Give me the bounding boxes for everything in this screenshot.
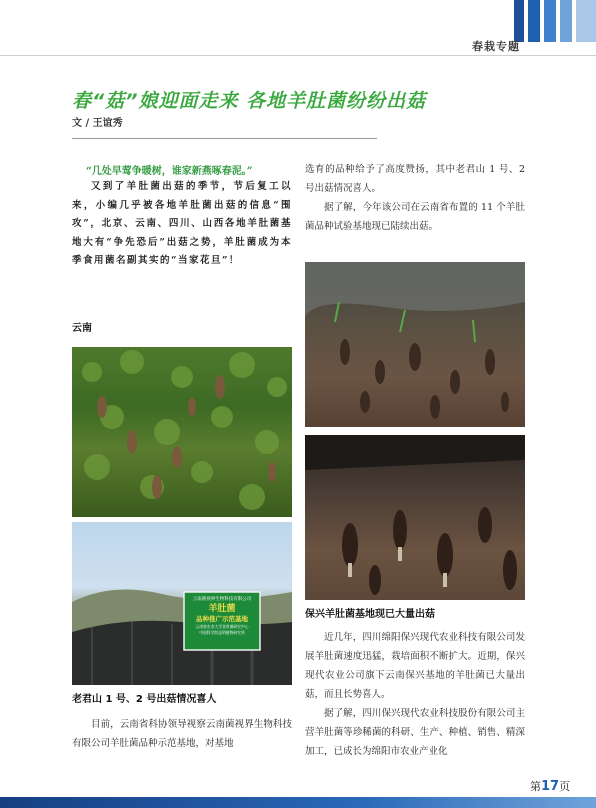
signboard-main: 羊肚菌 (208, 604, 236, 614)
signboard-sub: 品种推广示范基地 (196, 615, 248, 623)
page-suffix: 页 (559, 780, 571, 793)
morel-harvest-photo (305, 435, 525, 600)
baoxing-paragraph-2: 据了解，四川保兴现代农业科技股份有限公司主营羊肚菌等珍稀菌的科研、生产、种植、销售、精深加工，已成长为绵阳市农业产业化 (305, 708, 525, 757)
seedbed-illustration (305, 262, 525, 427)
baoxing-section (305, 605, 525, 761)
section-heading-baoxing: 保兴羊肚菌基地现已大量出菇 (305, 609, 435, 620)
header-stripe (560, 0, 572, 42)
signboard-company: 云南菌视界生物科技有限公司 (192, 597, 252, 602)
greenhouse-illustration (72, 522, 292, 685)
laojunshan-paragraph: 目前，云南省科协领导视察云南菌视界生物科技有限公司羊肚菌品种示范基地，对基地 (72, 719, 292, 749)
article-title: 春“菇”娘迎面走来 各地羊肚菌纷纷出菇 (72, 90, 427, 112)
signboard-line2: 中国科学院昆明植物研究所 (199, 630, 245, 635)
header-stripe (514, 0, 524, 42)
right-column-top (305, 160, 525, 236)
morel-field-illustration (72, 347, 292, 517)
demonstration-base-photo (72, 522, 292, 685)
page-prefix: 第 (530, 780, 541, 793)
title-divider (72, 138, 377, 139)
section-heading-yunnan: 云南 (72, 323, 92, 334)
intro-paragraph: 又到了羊肚菌出菇的季节，节后复工以来，小编几乎被各地羊肚菌出菇的信息“围攻”，北京、云南、四川、山西各地羊肚菌基地大有“争先恐后”出菇之势，羊肚菌成为本季食用菌名副其实的“当家花旦”！ (72, 181, 292, 266)
laojunshan-section (72, 690, 292, 753)
header-stripe (576, 0, 596, 42)
header-divider (0, 55, 596, 56)
harvest-illustration (305, 435, 525, 600)
footer-bar (0, 797, 596, 808)
header-stripe (544, 0, 556, 42)
section-heading-laojunshan: 老君山 1 号、2 号出菇情况喜人 (72, 694, 217, 705)
section-label: 春栽专题 (472, 40, 520, 53)
header-stripe (528, 0, 540, 42)
page-number (530, 778, 570, 794)
signboard-line1: 云南省农业大学食用菌研究中心 (195, 624, 249, 629)
page-number-value: 17 (541, 779, 560, 794)
baoxing-paragraph-1: 近几年，四川绵阳保兴现代农业科技有限公司发展羊肚菌速度迅猛，栽培面积不断扩大。近期，保兴现代农业公司旗下云南保兴基地的羊肚菌已大量出菇，而且长势喜人。 (305, 632, 525, 700)
morel-field-photo (72, 347, 292, 517)
right-paragraph-2: 据了解，今年该公司在云南省布置的 11 个羊肚菌品种试验基地现已陆续出菇。 (305, 202, 525, 232)
poem-quote: “几处早莺争暖树，谁家新燕啄春泥。” (86, 166, 253, 177)
article-author: 文 / 王谊秀 (72, 118, 123, 129)
right-paragraph-1: 选育的品种给予了高度赞扬，其中老君山 1 号、2 号出菇情况喜人。 (305, 164, 525, 194)
morel-seedbed-photo (305, 262, 525, 427)
